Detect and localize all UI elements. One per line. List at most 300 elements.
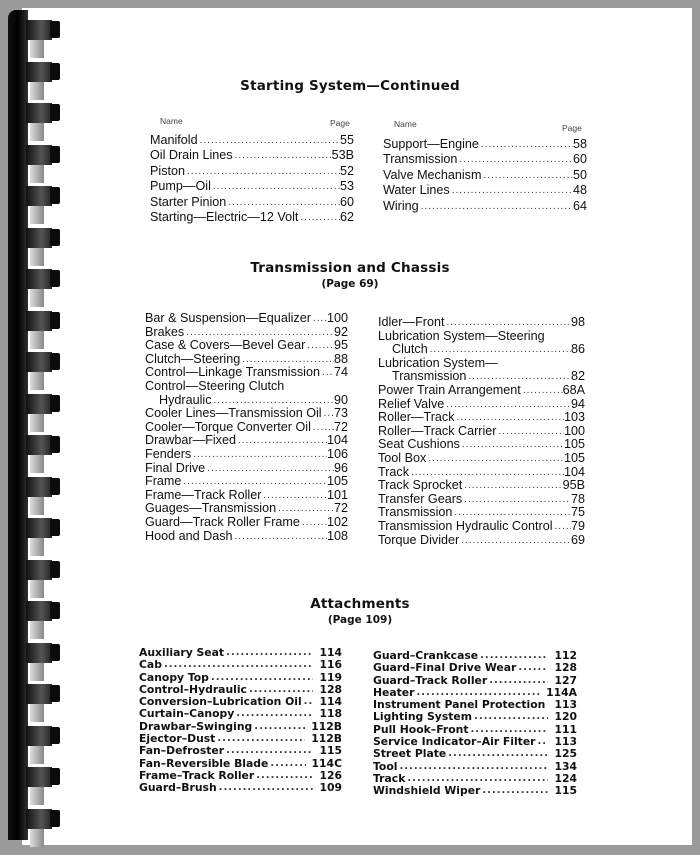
entry-page: 55 [339,133,354,147]
entry-page: 120 [554,710,577,724]
entry-name: Roller—Track Carrier [378,423,497,438]
entry-page: 53 [339,179,354,194]
entry-page: 88 [333,351,348,366]
entry-page: 118 [319,707,342,721]
dot-leader [479,137,573,152]
entry-page: 64 [572,198,587,213]
left-name-header: Name [160,116,183,126]
entry-name: Water Lines [383,183,450,198]
entry-page: 72 [333,419,348,434]
dot-leader [409,466,564,480]
entry-page: 75 [570,505,585,520]
index-entry [150,179,354,194]
index-entry [373,662,577,674]
binding-tooth [26,643,60,663]
entry-name: Final Drive [145,460,206,475]
binding-gap [30,495,44,515]
index-entry [145,353,348,367]
entry-name: Fan–Defroster [139,744,225,758]
dot-leader [450,183,573,198]
binding-tooth [26,477,60,497]
entry-page: 113 [554,735,577,749]
dot-leader [276,502,334,516]
index-entry [145,462,348,476]
binding-gap [30,287,44,307]
index-entry [383,168,587,183]
entry-name: Torque Divider [378,532,460,547]
entry-page: 128 [554,661,577,675]
dot-leader [553,520,571,534]
dot-leader [252,721,305,733]
dot-leader [462,479,562,493]
entry-name: Ejector–Dust [139,732,216,746]
index-entry [139,745,342,757]
dot-leader [397,761,548,773]
index-entry [145,312,348,326]
entry-name: Transmission [383,152,458,167]
index-entry [145,394,348,408]
dot-leader [236,434,327,448]
entry-name: Canopy Top [139,670,209,684]
binding-gap [30,536,44,556]
attachments-left-list [139,647,342,795]
entry-name: Service Indicator–Air Filter [373,735,536,749]
entry-page: 62 [339,210,354,225]
entry-page: 105 [563,450,585,465]
dot-leader [302,696,314,708]
entry-page: 53B [331,148,354,163]
entry-name: Control–Hydraulic [139,682,247,696]
index-entry [378,425,585,439]
index-entry [378,330,585,344]
entry-page: 112B [311,719,342,733]
entry-page: 114 [319,695,342,709]
entry-page: 95B [562,478,585,493]
dot-leader [428,343,571,357]
dot-leader [233,148,332,163]
index-entry [145,326,348,340]
entry-name: Seat Cushions [378,437,460,452]
dot-leader [215,733,305,745]
dot-leader [191,448,327,462]
index-entry [145,489,348,503]
binding-tooth [26,684,60,704]
dot-leader [224,647,313,659]
dot-leader [322,407,334,421]
index-entry [378,479,585,493]
entry-name: Track Sprocket [378,478,463,493]
binding-gap [30,453,44,473]
dot-leader [496,425,564,439]
index-entry [145,502,348,516]
binding-gap [30,661,44,681]
entry-name: Windshield Wiper [373,784,481,798]
entry-name: Lighting System [373,710,473,724]
entry-page: 125 [554,747,577,761]
dot-leader [459,534,571,548]
index-entry [378,411,585,425]
entry-name: Clutch [392,342,428,357]
entry-name: Cooler—Torque Converter Oil [145,419,311,434]
dot-leader [211,179,340,194]
dot-leader [452,506,571,520]
entry-page: 111 [554,722,577,736]
dot-leader [460,438,564,452]
entry-page: 116 [319,658,342,672]
dot-leader [457,152,573,167]
index-entry [378,534,585,548]
entry-page: 113 [554,698,577,712]
entry-name: Support—Engine [383,137,479,151]
entry-page: 78 [570,491,585,506]
entry-name: Lubrication System—Steering [378,328,545,343]
dot-leader [233,530,327,544]
dot-leader [426,452,564,466]
entry-name: Guages—Transmission [145,501,277,516]
binding-tooth [26,20,60,40]
entry-name: Transfer Gears [378,491,463,506]
page-paper [22,8,692,845]
entry-name: Power Train Arrangement [378,382,521,397]
entry-page: 109 [319,781,342,795]
dot-leader [311,421,334,435]
binding-tooth [26,560,60,580]
dot-leader [311,312,327,326]
index-entry [145,421,348,435]
dot-leader [536,736,549,748]
binding-tooth [26,352,60,372]
index-entry [383,183,587,198]
binding-tooth [26,767,60,787]
binding-tooth [26,186,60,206]
entry-page: 115 [319,744,342,758]
entry-name: Control—Linkage Transmission [145,365,320,380]
index-entry [139,782,342,794]
dot-leader [234,708,313,720]
dot-leader [184,326,334,340]
index-entry [139,659,342,671]
entry-page: 101 [326,487,348,502]
binding-tooth [26,435,60,455]
entry-page: 103 [563,410,585,425]
binding-gap [30,412,44,432]
index-entry [378,357,585,371]
entry-name: Heater [373,685,415,699]
binding-gap [30,702,44,722]
entry-name: Conversion–Lubrication Oil [139,695,302,709]
index-entry [383,152,587,167]
entry-page: 73 [333,406,348,421]
dot-leader [472,711,548,723]
entry-name: Starter Pinion [150,194,227,209]
dot-leader [444,398,571,412]
dot-leader [320,366,334,380]
entry-page: 95 [333,338,348,353]
binding-gap [30,121,44,141]
entry-name: Guard—Track Roller Frame [145,514,300,529]
entry-name: Guard–Final Drive Wear [373,661,517,675]
index-entry [378,384,585,398]
transmission-chassis-title: Transmission and Chassis [250,260,450,276]
entry-name: Guard–Brush [139,781,217,795]
index-entry [373,748,577,760]
index-entry [150,195,354,210]
index-entry [383,199,587,214]
entry-name: Oil Drain Lines [150,148,233,163]
dot-leader [261,489,327,503]
entry-page: 105 [563,437,585,452]
entry-name: Fan–Reversible Blade [139,756,269,770]
dot-leader [205,462,334,476]
entry-page: 58 [572,137,587,151]
entry-page: 79 [570,518,585,533]
dot-leader [217,782,314,794]
entry-page: 104 [563,464,585,479]
entry-name: Clutch—Steering [145,351,241,366]
dot-leader [181,475,327,489]
entry-page: 98 [570,315,585,329]
index-entry [145,475,348,489]
index-entry [373,785,577,797]
dot-leader [446,748,548,760]
entry-page: 128 [319,682,342,696]
binding-tooth [26,809,60,829]
dot-leader [455,411,564,425]
entry-page: 86 [570,342,585,357]
entry-name: Hood and Dash [145,528,233,543]
index-entry [145,380,348,394]
index-entry [145,407,348,421]
binding-tooth [26,394,60,414]
entry-name: Wiring [383,198,419,213]
index-entry [145,516,348,530]
binding-gap [30,163,44,183]
binding-tooth [26,228,60,248]
binding-tooth [26,311,60,331]
dot-leader [254,770,313,782]
entry-page: 105 [326,474,348,489]
entry-page: 126 [319,768,342,782]
binding-gap [30,785,44,805]
entry-name: Bar & Suspension—Equalizer [145,311,311,325]
index-entry [378,398,585,412]
index-entry [150,148,354,163]
entry-name: Pull Hook–Front [373,722,469,736]
entry-page: 48 [572,183,587,198]
right-page-header: Page [562,123,582,133]
index-entry [150,210,354,225]
index-entry [145,448,348,462]
entry-name: Instrument Panel Protection [373,698,546,712]
entry-name: Auxiliary Seat [139,646,225,659]
entry-page: 114A [546,685,577,699]
dot-leader [268,758,305,770]
entry-name: Drawbar—Fixed [145,433,236,448]
entry-page: 134 [554,759,577,773]
binding-gap [30,38,44,58]
dot-leader [300,516,327,530]
dot-leader [466,370,571,384]
entry-page: 60 [339,194,354,209]
entry-page: 96 [333,460,348,475]
entry-name: Tool Box [378,450,427,465]
dot-leader [240,353,334,367]
entry-name: Cab [139,658,162,672]
entry-name: Brakes [145,324,185,339]
entry-page: 127 [554,673,577,687]
index-entry [145,366,348,380]
dot-leader [226,195,340,210]
index-entry [378,493,585,507]
dot-leader [212,394,334,408]
binding-gap [30,578,44,598]
dot-leader [480,785,548,797]
entry-name: Manifold [150,133,198,147]
entry-name: Frame [145,474,182,489]
index-entry [383,137,587,152]
binding-tooth [26,518,60,538]
starting-system-title: Starting System—Continued [240,78,460,94]
left-page-header: Page [330,118,350,128]
entry-name: Case & Covers—Bevel Gear [145,338,306,353]
entry-page: 94 [570,396,585,411]
entry-name: Drawbar–Swinging [139,719,253,733]
entry-page: 108 [326,528,348,543]
entry-page: 60 [572,152,587,167]
entry-page: 92 [333,324,348,339]
entry-name: Frame—Track Roller [145,487,262,502]
transmission-chassis-subtitle: (Page 69) [321,278,379,290]
entry-name: Control—Steering Clutch [145,378,285,393]
entry-page: 82 [570,369,585,384]
entry-name: Transmission [392,369,467,384]
entry-name: Pump—Oil [150,179,211,194]
index-entry [150,133,354,148]
entry-page: 90 [333,392,348,407]
binding-gap [30,329,44,349]
binding-tooth [26,145,60,165]
binding-gap [30,370,44,390]
entry-name: Guard–Track Roller [373,673,488,687]
binding-gap [30,744,44,764]
index-entry [378,316,585,330]
entry-name: Transmission Hydraulic Control [378,518,553,533]
dot-leader [198,133,340,148]
entry-name: Track [378,464,410,479]
entry-page: 69 [570,532,585,547]
attachments-subtitle: (Page 109) [327,614,393,626]
entry-page: 100 [326,311,348,325]
entry-page: 50 [572,167,587,182]
entry-name: Transmission [378,505,453,520]
entry-page: 74 [333,365,348,380]
entry-name: Starting—Electric—12 Volt [150,210,299,225]
index-entry [145,530,348,544]
dot-leader [462,493,571,507]
entry-name: Fenders [145,446,192,461]
index-entry [139,708,342,720]
dot-leader [224,745,313,757]
index-entry [150,164,354,179]
entry-name: Roller—Track [378,410,455,425]
entry-page: 72 [333,501,348,516]
starting-system-left-list [150,133,354,225]
index-entry [145,434,348,448]
entry-page: 102 [326,514,348,529]
entry-page: 52 [339,163,354,178]
binding-gap [30,827,44,847]
transmission-chassis-right-list [378,316,585,547]
entry-name: Tool [373,759,398,773]
binding-tooth [26,103,60,123]
dot-leader [516,662,548,674]
dot-leader [185,164,340,179]
index-entry [145,339,348,353]
entry-page: 100 [563,423,585,438]
binding-gap [30,204,44,224]
entry-page: 112 [554,649,577,662]
index-entry [378,466,585,480]
binding-spine [8,10,28,840]
attachments-right-list [373,650,577,798]
entry-page: 114C [311,756,342,770]
entry-page: 115 [554,784,577,798]
entry-name: Track [373,771,406,785]
entry-page: 124 [554,771,577,785]
dot-leader [445,316,571,330]
entry-name: Curtain–Canopy [139,707,235,721]
dot-leader [298,210,340,225]
dot-leader [481,168,573,183]
transmission-chassis-left-list [145,312,348,543]
entry-page: 104 [326,433,348,448]
entry-name: Street Plate [373,747,447,761]
attachments-title: Attachments [310,596,410,612]
binding-tooth [26,726,60,746]
index-entry [378,343,585,357]
comb-binding [0,0,64,855]
index-entry [378,370,585,384]
entry-name: Piston [150,163,186,178]
entry-name: Idler—Front [378,315,445,329]
starting-system-right-list [383,137,587,214]
dot-leader [521,384,563,398]
entry-name: Cooler Lines—Transmission Oil [145,406,322,421]
right-name-header: Name [394,119,417,129]
entry-name: Relief Valve [378,396,445,411]
entry-page: 68A [562,382,585,397]
index-entry [378,506,585,520]
index-entry [378,520,585,534]
entry-page: 106 [326,446,348,461]
index-entry [139,647,342,659]
dot-leader [162,659,314,671]
entry-name: Frame–Track Roller [139,768,255,782]
entry-name: Lubrication System— [378,355,498,370]
dot-leader [487,675,548,687]
entry-page: 112B [311,732,342,746]
index-entry [373,711,577,723]
entry-name: Hydraulic [159,392,212,407]
index-entry [378,452,585,466]
dot-leader [305,339,334,353]
index-entry [378,438,585,452]
entry-page: 114 [319,646,342,659]
dot-leader [419,199,573,214]
entry-name: Guard–Crankcase [373,649,479,662]
entry-page: 119 [319,670,342,684]
entry-name: Valve Mechanism [383,167,482,182]
